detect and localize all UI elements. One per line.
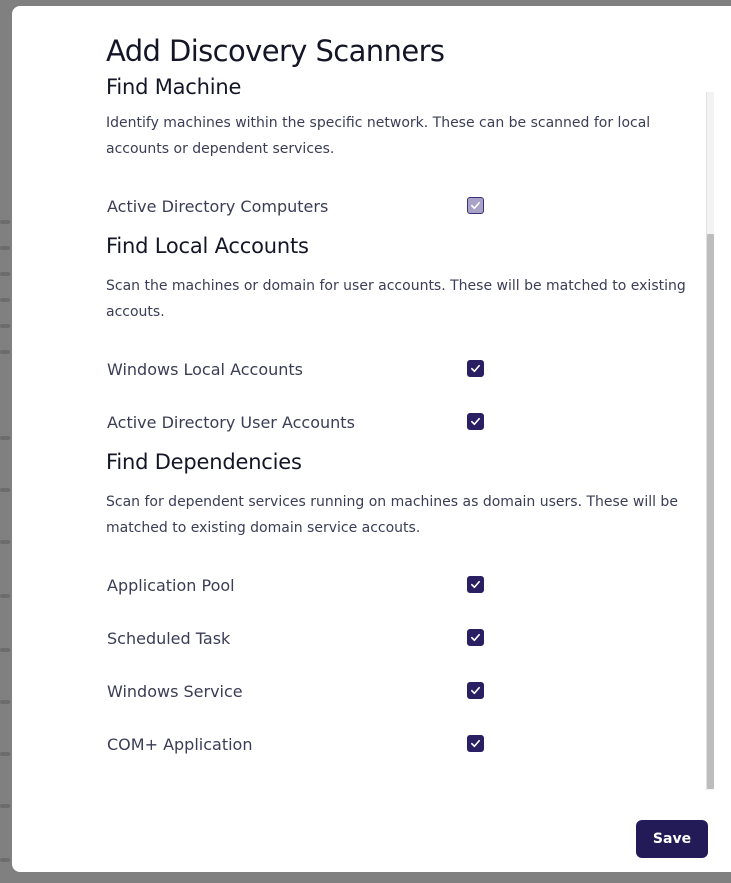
option-label: Scheduled Task	[107, 629, 231, 648]
background-content	[0, 648, 10, 652]
option-windows-service[interactable]	[106, 680, 496, 704]
option-label: Windows Service	[107, 682, 243, 701]
windows-local-accounts-checkbox[interactable]	[467, 360, 484, 377]
background-content	[0, 540, 10, 544]
section-description-find-local-accounts: Scan the machines or domain for user accounts. These will be matched to existing accouts.	[106, 278, 686, 320]
active-directory-user-accounts-checkbox[interactable]	[467, 413, 484, 430]
scanner-list[interactable]	[12, 75, 715, 790]
save-button[interactable]: Save	[636, 820, 708, 858]
background-content	[0, 488, 10, 492]
background-content	[0, 804, 10, 808]
background-content	[0, 298, 10, 302]
scrollbar-thumb[interactable]	[707, 234, 714, 789]
active-directory-computers-checkbox[interactable]	[467, 197, 484, 214]
option-active-directory-user-accounts[interactable]	[106, 411, 496, 435]
option-scheduled-task[interactable]	[106, 627, 496, 651]
option-active-directory-computers[interactable]	[106, 195, 496, 219]
com-plus-application-checkbox[interactable]	[467, 735, 484, 752]
section-description-find-machine: Identify machines within the specific network. These can be scanned for local accounts or dependent services.	[106, 115, 651, 157]
check-icon	[470, 416, 481, 427]
background-content	[0, 436, 10, 440]
background-content	[0, 700, 10, 704]
option-com-plus-application[interactable]	[106, 733, 496, 757]
check-icon	[470, 579, 481, 590]
check-icon	[470, 685, 481, 696]
option-label: Active Directory Computers	[107, 197, 329, 216]
option-label: Application Pool	[107, 576, 235, 595]
background-content	[0, 324, 10, 328]
option-windows-local-accounts[interactable]	[106, 358, 496, 382]
background-content	[0, 858, 10, 862]
background-content	[0, 594, 10, 598]
section-description-find-dependencies: Scan for dependent services running on machines as domain users. These will be matched to existing domain service accouts.	[106, 494, 678, 536]
section-title-find-dependencies: Find Dependencies	[106, 450, 302, 474]
section-title-find-machine: Find Machine	[106, 75, 242, 99]
background-content	[0, 220, 10, 224]
add-discovery-scanners-dialog	[12, 6, 731, 872]
check-icon	[470, 632, 481, 643]
application-pool-checkbox[interactable]	[467, 576, 484, 593]
section-title-find-local-accounts: Find Local Accounts	[106, 234, 309, 258]
option-label: Windows Local Accounts	[107, 360, 303, 379]
option-application-pool[interactable]	[106, 574, 496, 598]
windows-service-checkbox[interactable]	[467, 682, 484, 699]
option-label: COM+ Application	[107, 735, 253, 754]
dialog-title: Add Discovery Scanners	[106, 34, 445, 68]
background-content	[0, 246, 10, 250]
check-icon	[470, 200, 481, 211]
option-label: Active Directory User Accounts	[107, 413, 355, 432]
background-content	[0, 752, 10, 756]
background-content	[0, 350, 10, 354]
scheduled-task-checkbox[interactable]	[467, 629, 484, 646]
background-content	[0, 272, 10, 276]
check-icon	[470, 363, 481, 374]
check-icon	[470, 738, 481, 749]
